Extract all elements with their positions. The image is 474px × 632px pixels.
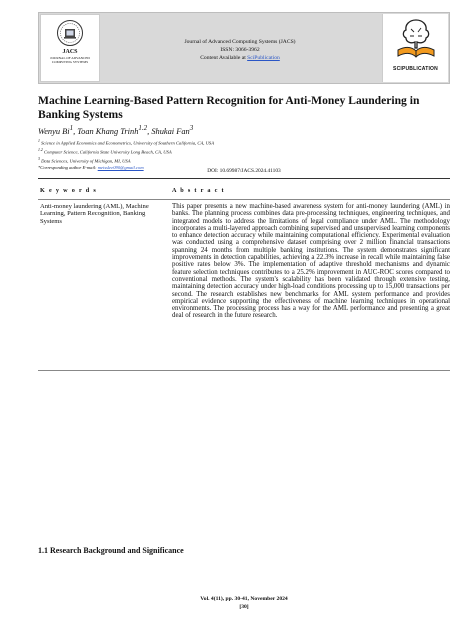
page-footer bbox=[38, 595, 450, 611]
scipublication-logo bbox=[382, 14, 448, 82]
author-name: Wenyu Bi bbox=[38, 126, 70, 136]
affiliation bbox=[38, 138, 438, 147]
content-available-prefix: Content Available at bbox=[200, 55, 248, 61]
author-separator: , bbox=[73, 126, 78, 136]
journal-info bbox=[120, 38, 360, 62]
affiliation-text: Science in Applied Economics and Econometrics, University of Southern California, CA, USA bbox=[41, 140, 214, 146]
affiliation-list bbox=[38, 138, 438, 172]
page-number: [30] bbox=[239, 604, 249, 610]
author-name: Toan Khang Trinh bbox=[77, 126, 139, 136]
author-name: Shukai Fan bbox=[151, 126, 190, 136]
keyword-item: Pattern Recognition bbox=[67, 210, 120, 218]
affiliation-superscript: 3 bbox=[38, 157, 40, 162]
content-available bbox=[120, 54, 360, 62]
article-title: Machine Learning-Based Pattern Recognition for Anti-Money Laundering in Banking Systems bbox=[38, 94, 420, 121]
jacs-logo-name: JACS bbox=[62, 49, 78, 55]
article-doi: DOI: 10.69987/JACS.2024.41103 bbox=[207, 168, 281, 174]
affiliation bbox=[38, 156, 438, 165]
author-list bbox=[38, 124, 438, 136]
keywords-list: Anti-money laundering (AML), Machine Learning, Pattern Recognition, Banking Systems bbox=[40, 203, 149, 225]
scipublication-link[interactable]: SciPublication bbox=[247, 55, 280, 61]
keywords-heading: K e y w o r d s bbox=[40, 187, 98, 194]
affiliation bbox=[38, 147, 438, 156]
journal-issn: ISSN: 3066-3962 bbox=[220, 47, 260, 53]
author-separator: , bbox=[147, 126, 152, 136]
author-superscript: 3 bbox=[189, 124, 194, 132]
author-superscript: 1.2 bbox=[138, 124, 148, 132]
affiliation-text: Data Sciences, University of Michigan, MI, USA bbox=[41, 158, 131, 164]
keyword-item: Banking Systems bbox=[40, 210, 146, 225]
volume-info: Vol. 4(11), pp. 30-41, November 2024 bbox=[200, 596, 288, 602]
jacs-logo-subtitle: JOURNAL OF ADVANCED COMPUTING SYSTEMS bbox=[50, 56, 90, 64]
corresponding-prefix: *Corresponding author E-mail: bbox=[38, 165, 98, 171]
corresponding-email-link[interactable]: meisslee090@gmail.com bbox=[97, 165, 144, 171]
jacs-logo bbox=[40, 14, 100, 82]
section-heading: 1.1 Research Background and Significance bbox=[38, 546, 184, 555]
journal-title: Journal of Advanced Computing Systems (JACS) bbox=[184, 39, 296, 45]
header-divider bbox=[38, 178, 450, 179]
abstract-bottom-divider bbox=[38, 370, 450, 371]
heading-divider bbox=[38, 199, 450, 200]
scipublication-logo-text: SCIPUBLICATION bbox=[393, 66, 438, 72]
affiliation-superscript: 1.2 bbox=[38, 148, 43, 153]
abstract-body: This paper presents a new machine-based awareness system for anti-money laundering (AML) in banks. The planning process combines data pre-processing techniques, engineering techniques, and integrated models to address the limitations of legal compliance under AML. The methodology incorporates a multi-layered approach combining supervised and unsupervised learning components to enhance detection accuracy while maintaining computational efficiency. Experimental evaluation was conducted using a comprehensive dataset comprising over 2 million financial transactions spanning 24 months from multiple banking institutions. The system demonstrates significant improvements in detection capabilities, achieving a 22.3% increase in recall while maintaining false positive rates below 3%. The implementation of adaptive threshold mechanisms and dynamic feature selection techniques contributes to a 25.2% improvement in AUC-ROC scores compared to conventional methods. The system's scalability has been validated through extensive testing, maintaining detection accuracy under high-load conditions processing up to 15,000 transactions per second. The research establishes new benchmarks for AML system performance and provides empirical evidence supporting the effectiveness of machine learning techniques in operational environments. The processing process has a way for the AML performance and presenting a great deal of research in the future research. bbox=[172, 203, 450, 320]
affiliation-superscript: 1 bbox=[38, 139, 40, 143]
jacs-seal-icon bbox=[56, 19, 84, 47]
keyword-item: Anti-money laundering (AML) bbox=[40, 203, 123, 210]
abstract-heading: A b s t r a c t bbox=[172, 187, 225, 194]
author-superscript: 1 bbox=[69, 124, 74, 132]
affiliation-text: Computer Science, California State University Long Beach, CA, USA bbox=[43, 149, 172, 155]
open-book-tree-icon bbox=[393, 14, 439, 62]
keyword-item: Machine Learning bbox=[40, 203, 149, 218]
